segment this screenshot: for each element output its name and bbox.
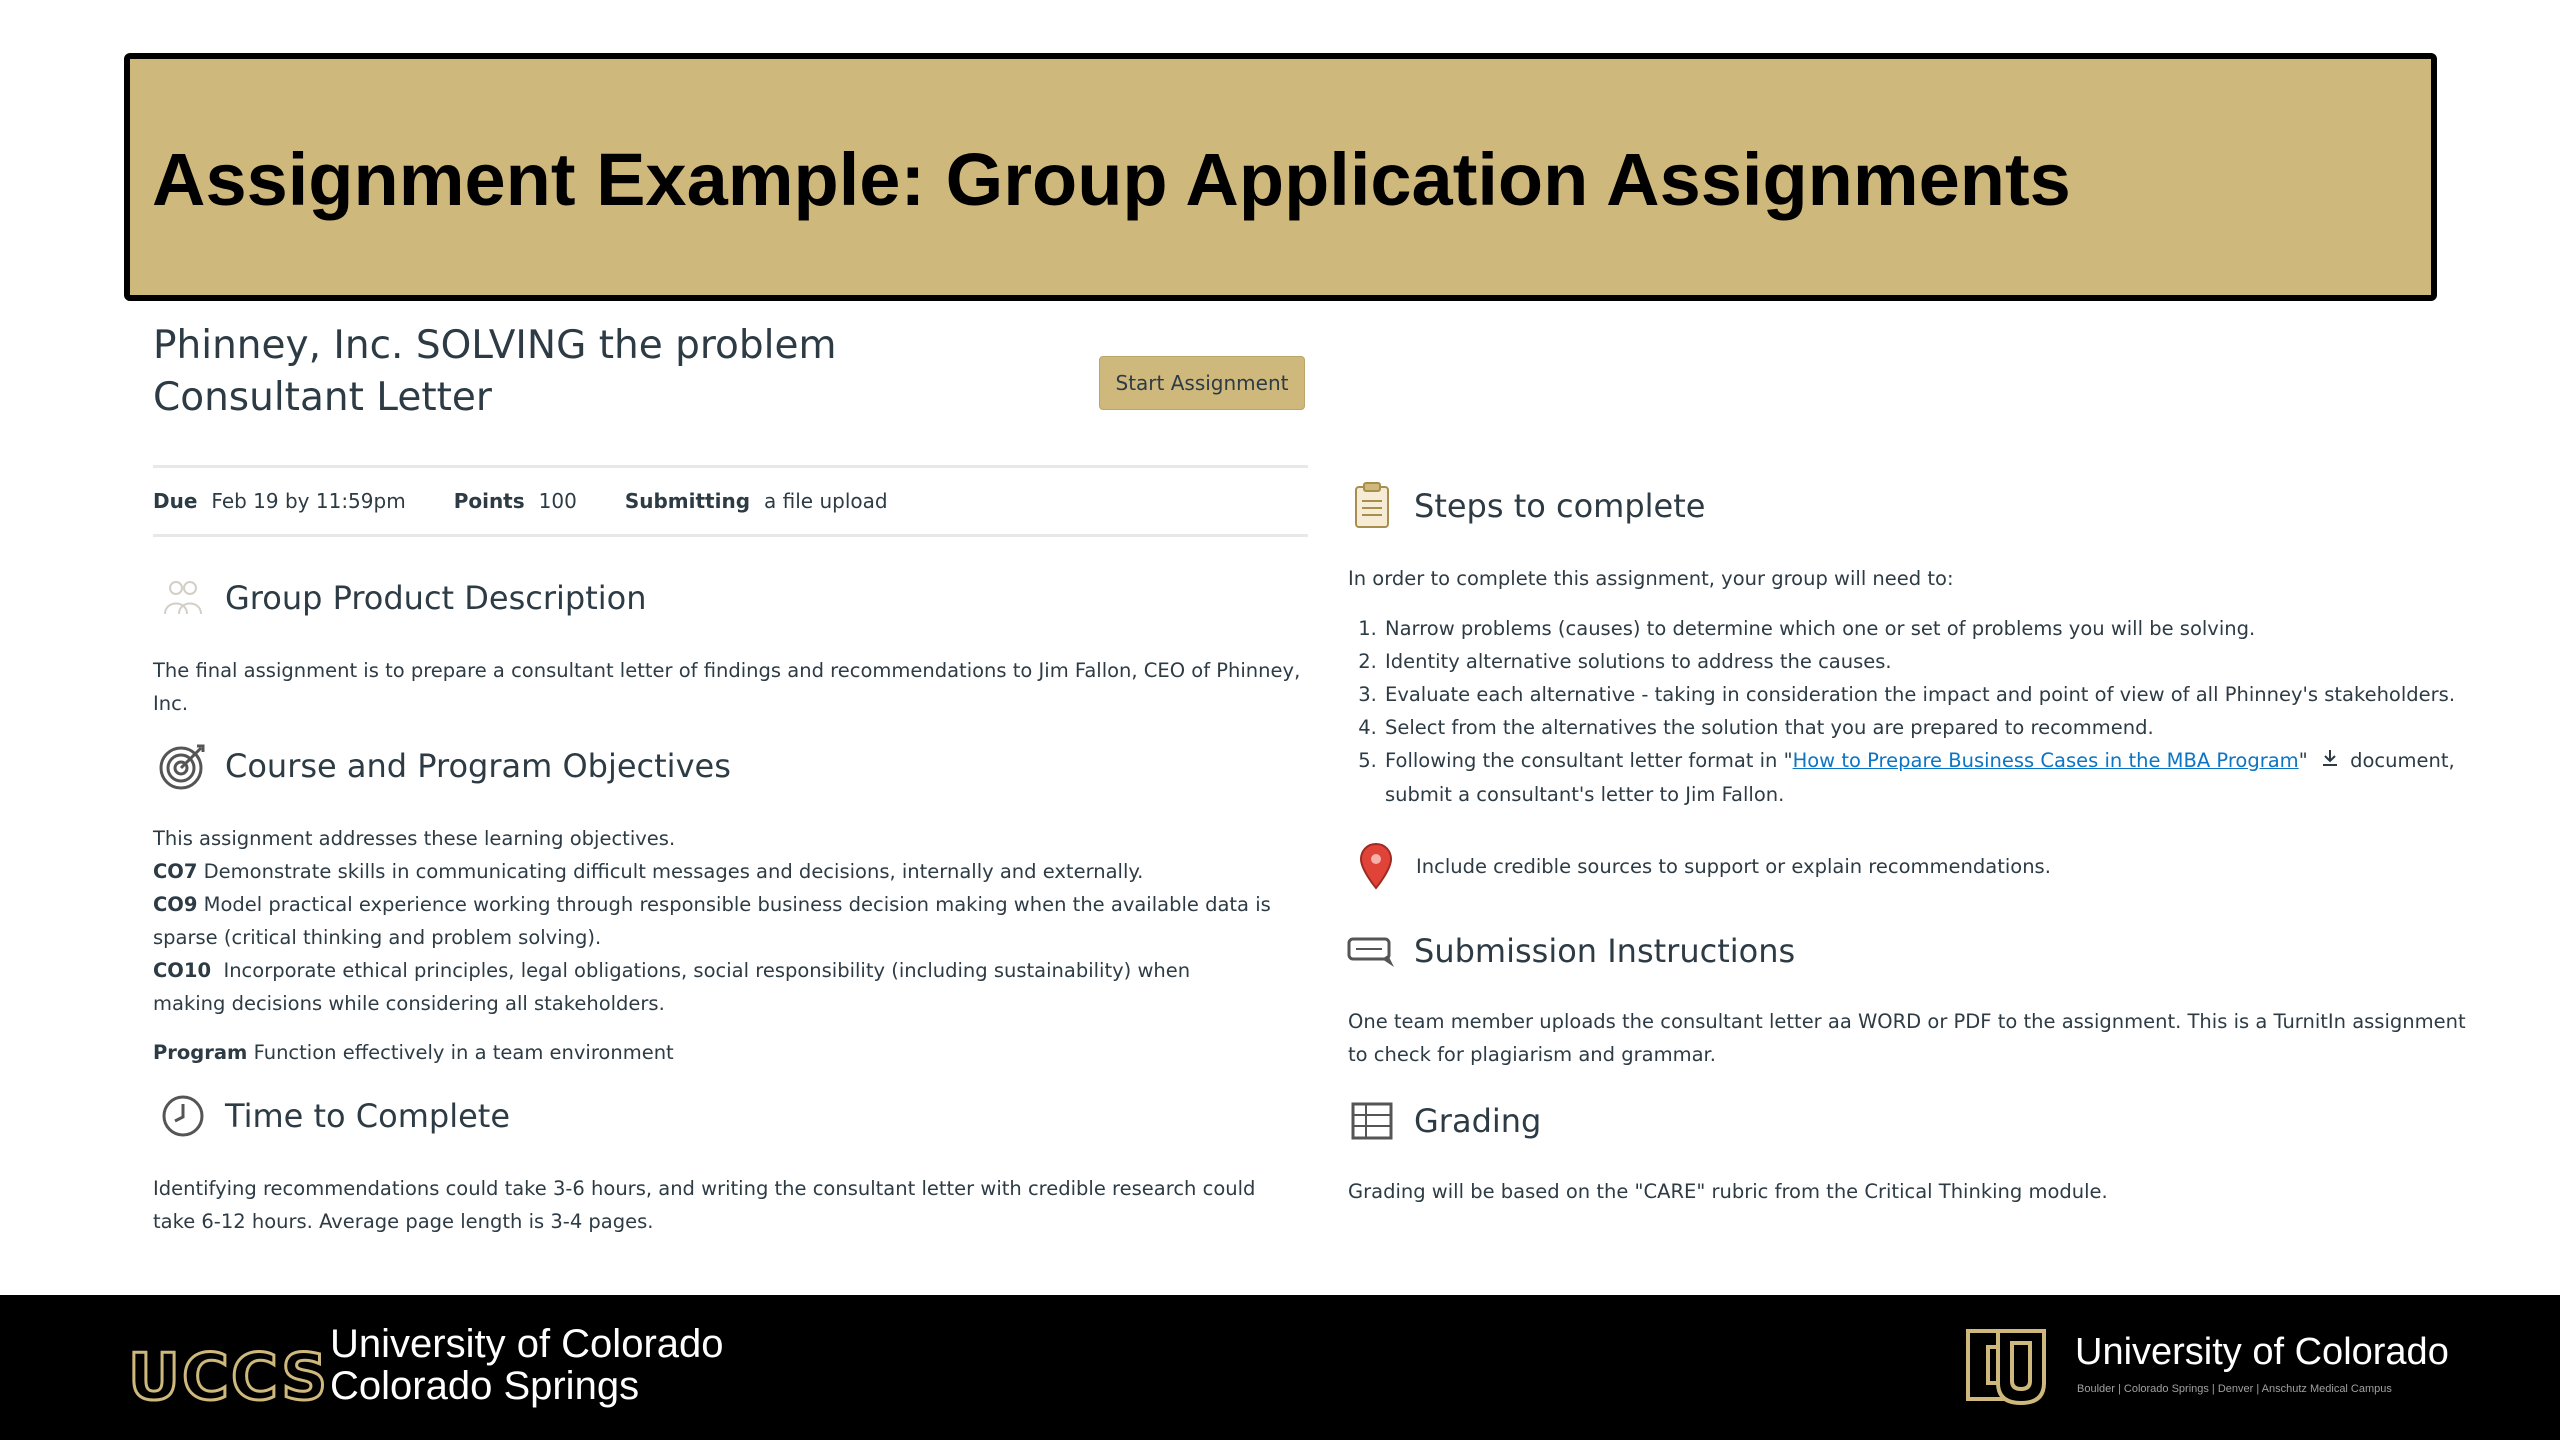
download-icon[interactable] [2320, 745, 2340, 778]
submission-text: One team member uploads the consultant letter aa WORD or PDF to the assignment. This is a TurnitIn assignment to check for plagiarism and grammar. [1348, 1010, 2466, 1066]
steps-list [1348, 612, 2478, 811]
map-pin-icon [1358, 842, 1394, 895]
list-item: 3. Evaluate each alternative - taking in consideration the impact and point of view of all Phinney's stakeholders. [1383, 678, 2478, 711]
clock-icon [157, 1090, 209, 1142]
objective-item: CO7 Demonstrate skills in communicating difficult messages and decisions, internally and externally. [153, 860, 1144, 883]
footer-bar [0, 1295, 2560, 1440]
slide-title: Assignment Example: Group Application Assignments [152, 138, 2071, 221]
points-info: Points 100 [453, 489, 577, 513]
uccs-logo: UCCS [128, 1341, 330, 1415]
assignment-meta-bar [153, 465, 1308, 537]
left-column [153, 320, 1308, 1233]
steps-heading: Steps to complete [1346, 480, 1705, 532]
grading-heading: Grading [1346, 1095, 1541, 1147]
cu-name: University of Colorado [2075, 1331, 2449, 1373]
mba-cases-link[interactable]: How to Prepare Business Cases in the MBA Program [1792, 749, 2299, 772]
objective-item: CO9 Model practical experience working through responsible business decision making when the available data is sparse (critical thinking and problem solving). [153, 893, 1271, 949]
cu-campuses: Boulder | Colorado Springs | Denver | Anschutz Medical Campus [2077, 1383, 2392, 1395]
group-product-heading: Group Product Description [157, 572, 647, 624]
list-item: 1. Narrow problems (causes) to determine which one or set of problems you will be solving. [1383, 612, 2478, 645]
target-icon [157, 740, 209, 792]
objectives-heading: Course and Program Objectives [157, 740, 731, 792]
due-info: Due Feb 19 by 11:59pm [153, 489, 406, 513]
grading-text: Grading will be based on the "CARE" rubric from the Critical Thinking module. [1348, 1180, 2108, 1203]
submitting-info: Submitting a file upload [624, 489, 888, 513]
uccs-name: University of Colorado Colorado Springs [330, 1322, 724, 1408]
time-heading: Time to Complete [157, 1090, 510, 1142]
steps-intro: In order to complete this assignment, your group will need to: [1348, 567, 1954, 590]
time-text: Identifying recommendations could take 3-6 hours, and writing the consultant letter with credible research could take 6-12 hours. Average page length is 3-4 pages. [153, 1177, 1256, 1233]
cu-logo-icon [1958, 1317, 2054, 1418]
objectives-list [153, 822, 1303, 1069]
sources-note: Include credible sources to support or explain recommendations. [1416, 855, 2051, 878]
clipboard-icon [1346, 480, 1398, 532]
objectives-intro: This assignment addresses these learning objectives. [153, 827, 676, 850]
submission-heading: Submission Instructions [1346, 925, 1795, 977]
program-objective: Program Function effectively in a team environment [153, 1041, 674, 1064]
list-item: 5. Following the consultant letter format in "How to Prepare Business Cases in the MBA Program" document, submit a consultant's letter to Jim Fallon. [1383, 744, 2478, 811]
group-product-text: The final assignment is to prepare a consultant letter of findings and recommendations to Jim Fallon, CEO of Phinney, Inc. [153, 659, 1301, 715]
list-item: 2. Identity alternative solutions to address the causes. [1383, 645, 2478, 678]
list-item: 4. Select from the alternatives the solution that you are prepared to recommend. [1383, 711, 2478, 744]
assignment-title: Phinney, Inc. SOLVING the problem Consultant Letter [153, 323, 837, 420]
title-banner [124, 53, 2437, 301]
start-assignment-button[interactable]: Start Assignment [1099, 356, 1305, 410]
submit-icon [1346, 925, 1398, 977]
objective-item: CO10 Incorporate ethical principles, legal obligations, social responsibility (including sustainability) when making decisions while considering all stakeholders. [153, 959, 1191, 1015]
grid-icon [1346, 1095, 1398, 1147]
people-icon [157, 572, 209, 624]
